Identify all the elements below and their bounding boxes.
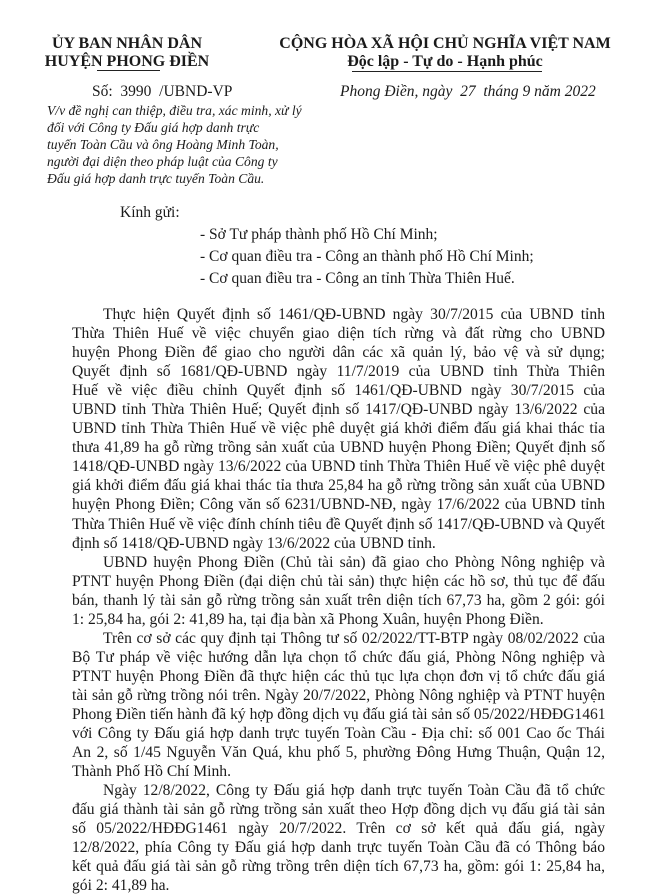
- paragraph-line: huyện Phong Điền; Công văn số 6231/UBND-NĐ, ngày 17/6/2022 của UBND tỉnh: [72, 496, 605, 514]
- subject-line: tuyến Toàn Cầu và ông Hoàng Minh Toàn,: [47, 137, 279, 152]
- paragraph-line: Bộ Tư pháp về việc hướng dẫn lựa chọn tổ chức đấu giá, Phòng Nông nghiệp và: [72, 648, 605, 666]
- recipients-label: Kính gửi:: [120, 204, 180, 221]
- paragraph: [72, 553, 605, 629]
- paragraph: [72, 781, 605, 895]
- recipient: - Sở Tư pháp thành phố Hồ Chí Minh;: [200, 226, 438, 243]
- paragraph-line: 1418/QĐ-UNBD ngày 13/6/2022 của UBND tỉnh Thừa Thiên Huế về việc phê duyệt: [72, 458, 605, 476]
- paragraph: [72, 629, 605, 781]
- national-motto-2: Độc lập - Tự do - Hạnh phúc: [347, 53, 543, 70]
- paragraph-line: UBND tỉnh Thừa Thiên Huế; Quyết định số 1417/QĐ-UNBD ngày 13/6/2022 của: [72, 401, 605, 419]
- paragraph-line: PTNT huyện Phong Điền đã thực hiện các thủ tục lựa chọn đơn vị tổ chức đấu giá: [72, 667, 605, 685]
- paragraph-line: UBND tỉnh Thừa Thiên Huế về việc phê duyệt giá khởi điểm đấu giá khai thác tỉa: [72, 420, 605, 438]
- paragraph-line: An 2, số 1/45 Nguyễn Văn Quá, khu phố 5, phường Đông Hưng Thuận, Quận 12,: [72, 744, 605, 762]
- paragraph-line: số 05/2022/HĐĐG1461 ngày 20/7/2022. Trên cơ sở kết quả đấu giá, ngày: [72, 820, 605, 838]
- paragraph-line: định số 1418/QĐ-UBND ngày 13/6/2022 của UBND tỉnh.: [72, 534, 436, 552]
- recipient: - Cơ quan điều tra - Công an thành phố Hồ Chí Minh;: [200, 248, 534, 265]
- paragraph-line: tài sản gỗ rừng trồng nói trên. Ngày 20/7/2022, Phòng Nông nghiệp và PTNT huyện: [72, 686, 605, 704]
- paragraph-line: Ngày 12/8/2022, Công ty Đấu giá hợp danh trực tuyến Toàn Cầu đã tổ chức: [103, 782, 605, 800]
- issuer-line-1: ỦY BAN NHÂN DÂN: [51, 35, 203, 52]
- paragraph: [72, 305, 605, 553]
- recipient: - Cơ quan điều tra - Công an tỉnh Thừa Thiên Huế.: [200, 270, 515, 287]
- paragraph-line: Phong Điền tiến hành đã ký hợp đồng dịch vụ đấu giá tài sản số 05/2022/HĐĐG1461: [72, 705, 606, 723]
- paragraph-line: Thực hiện Quyết định số 1461/QĐ-UBND ngày 30/7/2015 của UBND tỉnh: [103, 306, 605, 323]
- paragraph-line: bán, thanh lý tài sản gỗ rừng trồng sản xuất trên diện tích 67,73 ha, gồm 2 gói: gói: [72, 591, 605, 609]
- national-motto-1: CỘNG HÒA XÃ HỘI CHỦ NGHĨA VIỆT NAM: [279, 35, 611, 52]
- paragraph-line: 1: 25,84 ha, gói 2: 41,89 ha, tại địa bàn xã Phong Xuân, huyện Phong Điền.: [72, 610, 544, 628]
- paragraph-line: Huế về việc điều chỉnh Quyết định số 1461/QĐ-UBND ngày 30/7/2015 của: [72, 382, 605, 400]
- subject-line: đối với Công ty Đấu giá hợp danh trực: [47, 120, 260, 135]
- subject-line: V/v đề nghị can thiệp, điều tra, xác minh, xử lý: [47, 103, 302, 118]
- paragraph-line: 12/8/2022, phía Công ty Đấu giá hợp danh trực tuyến Toàn Cầu đã có Thông báo: [72, 839, 605, 857]
- paragraph-line: thưa 41,89 ha gỗ rừng trồng sản xuất của UBND huyện Phong Điền; Quyết định số: [72, 439, 605, 457]
- paragraph-line: Thành Phố Hồ Chí Minh.: [72, 763, 231, 781]
- paragraph-line: Trên cơ sở các quy định tại Thông tư số 02/2022/TT-BTP ngày 08/02/2022 của: [103, 629, 605, 647]
- recipients-list: [200, 224, 534, 290]
- paragraph-line: với Công ty Đấu giá hợp danh trực tuyến Toàn Cầu - Địa chỉ: số 001 Cao ốc Thái: [72, 725, 605, 743]
- national-header: [255, 35, 635, 71]
- paragraph-line: Thừa Thiên Huế về việc chuyển giao diện tích rừng và đất rừng cho UBND: [72, 325, 605, 343]
- subject-block: [47, 102, 302, 187]
- paragraph-line: gói 2: 41,89 ha.: [72, 877, 170, 895]
- paragraph-line: PTNT huyện Phong Điền (đại diện chủ tài sản) thực hiện các hồ sơ, thủ tục để đấu: [72, 572, 605, 590]
- issuer-line-2: HUYỆN PHONG ĐIỀN: [44, 53, 210, 70]
- paragraph-line: kết quả đấu giá tài sản gỗ rừng trồng trên diện tích 67,73 ha, gồm: gói 1: 25,84 ha,: [72, 858, 605, 876]
- place-date: Phong Điền, ngày 27 tháng 9 năm 2022: [340, 83, 596, 100]
- paragraph-line: UBND huyện Phong Điền (Chủ tài sản) đã giao cho Phòng Nông nghiệp và: [103, 553, 605, 571]
- paragraph-line: huyện Phong Điền để giao cho người dân các xã quản lý, bảo vệ và sử dụng;: [72, 344, 605, 362]
- motto-underline: [352, 71, 542, 72]
- paragraph-line: Thừa Thiên Huế về việc đính chính tiêu đề Quyết định số 1417/QĐ-UBND và Quyết: [72, 515, 605, 533]
- document-number: Số: 3990 /UBND-VP: [92, 83, 233, 100]
- paragraph-line: đấu giá thành tài sản gỗ rừng trồng sản xuất theo Hợp đồng dịch vụ đấu giá tài sản: [72, 801, 605, 819]
- document-body: [72, 305, 605, 895]
- issuer-header: [27, 35, 227, 71]
- subject-line: Đấu giá hợp danh trực tuyến Toàn Cầu.: [47, 171, 265, 186]
- subject-line: người đại diện theo pháp luật của Công ty: [47, 154, 278, 169]
- paragraph-line: giá khởi điểm đấu giá khai thác tỉa thưa 25,84 ha gỗ rừng trồng sản xuất của UBND: [72, 477, 605, 495]
- issuer-underline: [97, 70, 160, 71]
- paragraph-line: Quyết định số 1681/QĐ-UBND ngày 11/7/2019 của UBND tỉnh Thừa Thiên: [72, 363, 605, 381]
